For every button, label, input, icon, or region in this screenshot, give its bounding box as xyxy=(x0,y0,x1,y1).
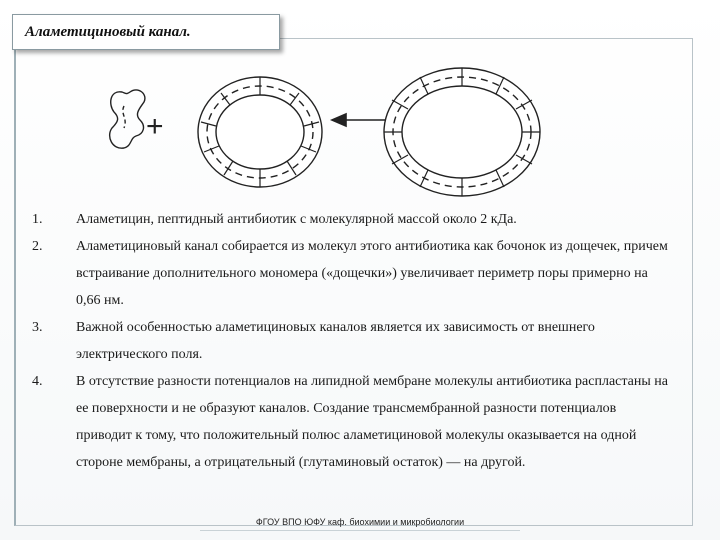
list-item xyxy=(32,206,672,233)
title-box xyxy=(12,14,280,50)
larger-channel-ring-icon xyxy=(384,68,540,196)
list-number: 2. xyxy=(32,239,43,254)
list-text: Аламетициновый канал собирается из молекул этого антибиотика как бочонок из дощечек, причем встраивание дополнительного мономера («дощечки») увеличивает периметр поры примерно на 0,66 нм. xyxy=(76,239,668,308)
list-number: 3. xyxy=(32,320,43,335)
plus-sign: + xyxy=(146,110,164,143)
list-item xyxy=(32,368,672,476)
monomer-icon xyxy=(110,90,145,148)
list-text: Важной особенностью аламетициновых каналов является их зависимость от внешнего электрического поля. xyxy=(76,320,595,362)
list-number: 4. xyxy=(32,374,43,389)
alamethicin-channel-diagram xyxy=(100,62,580,202)
info-list xyxy=(32,206,672,476)
left-arrow-icon xyxy=(332,114,392,126)
list-text: Аламетицин, пептидный антибиотик с молекулярной массой около 2 кДа. xyxy=(76,212,517,227)
list-number: 1. xyxy=(32,212,43,227)
list-item xyxy=(32,314,672,368)
list-text: В отсутствие разности потенциалов на липидной мембране молекулы антибиотика распластаны на ее поверхности и не образуют каналов. Создание трансмембранной разности потенциалов приводит к тому, что положительный полюс аламетициновой молекулы оказывается на одной стороне мембраны, а отрицательный (глутаминовый остаток) — на другой. xyxy=(76,374,668,470)
list-item xyxy=(32,233,672,314)
slide-title: Аламетициновый канал. xyxy=(25,23,191,40)
channel-ring-icon xyxy=(198,77,322,187)
footer-text: ФГОУ ВПО ЮФУ каф. биохимии и микробиологии xyxy=(255,517,465,527)
footer-rule xyxy=(200,530,520,531)
